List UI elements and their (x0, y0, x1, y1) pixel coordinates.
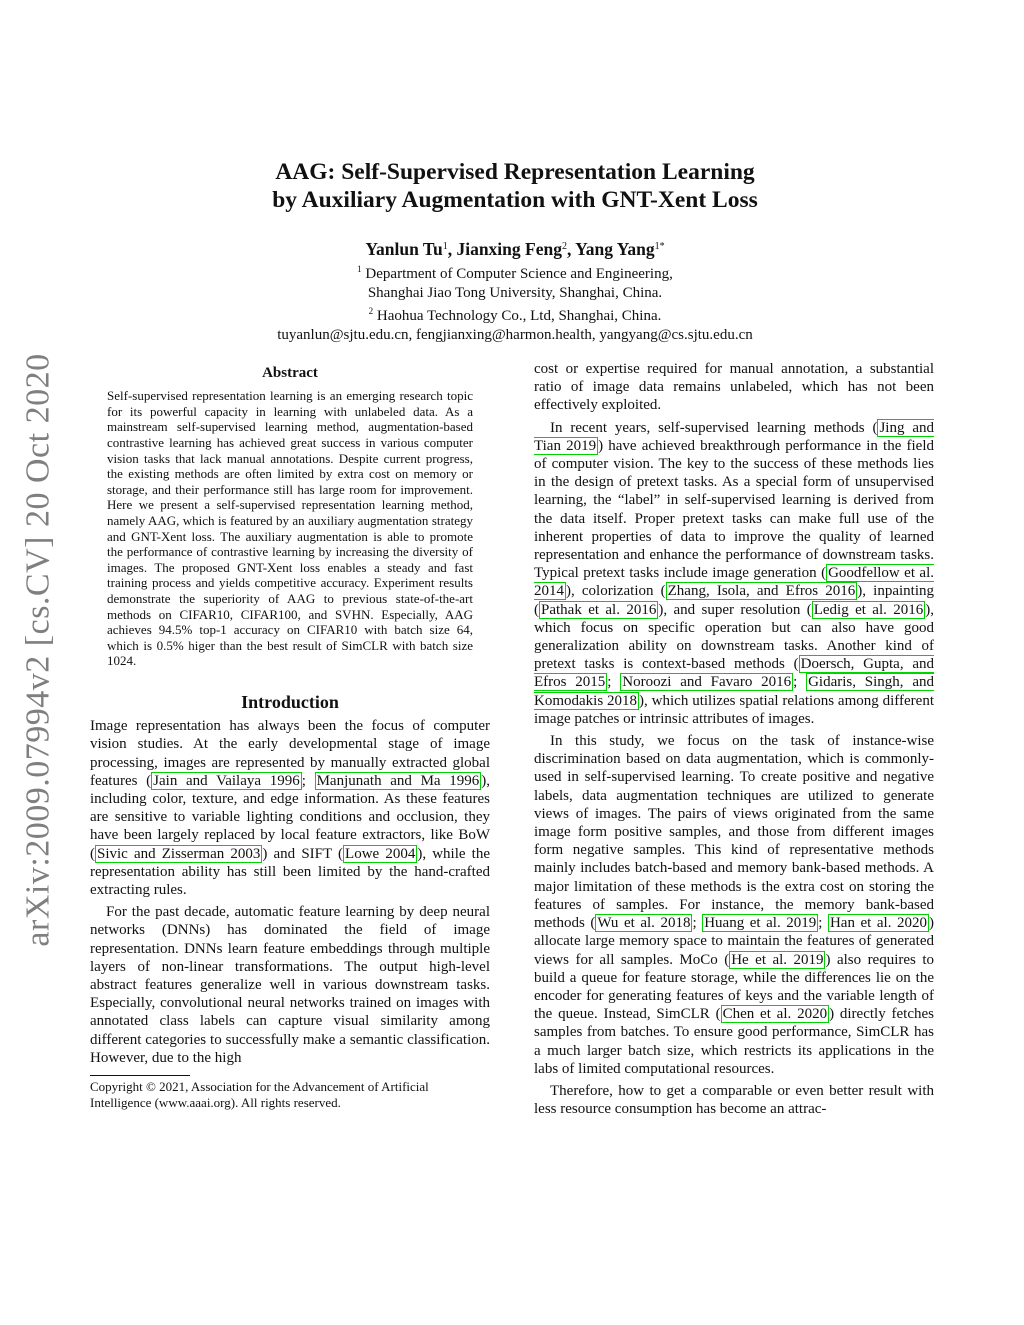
citation-link[interactable]: Gidaris, Singh, and Komodakis 2018 (534, 674, 935, 709)
citation-link[interactable]: Doersch, Gupta, and Efros 2015 (534, 656, 935, 691)
left-column (90, 360, 490, 1111)
body-text: In recent years, self-supervised learning methods ( (550, 419, 878, 436)
body-text: ; (607, 674, 621, 691)
body-text: ; (692, 915, 703, 932)
body-text: In this study, we focus on the task of instance-wise discrimination based on data augmentation, which is commonly-used in self-supervised learning. To create positive and negative labels, data augmentation techniques are utilized to generate views of images. The pairs of views originated from the same image form positive samples, and those from different images form negative samples. This kind of representative methods mainly includes batch-based and memory bank-based methods. A major limitation of these methods is the extra cost on storing the features of samples. For instance, the memory bank-based methods ( (534, 733, 934, 932)
title-block (0, 158, 1024, 344)
body-text: ), and super resolution ( (658, 601, 812, 618)
body-text: ), while the representation ability has still been limited by the hand-crafted extracting rules. (90, 845, 490, 898)
intro-paragraph: For the past decade, automatic feature learning by deep neural networks (DNNs) has dominated the field of image representation. DNNs learn feature embeddings through multiple layers of non-linear transformations. The output high-level abstract features generalize well in various downstream tasks. Especially, convolutional neural networks trained on images with annotated class labels can capture visual similarity among different categories to successfully make a semantic classification. However, due to the high (90, 904, 490, 1066)
citation-link[interactable]: Zhang, Isola, and Efros 2016 (667, 583, 856, 600)
affiliation-line: Shanghai Jiao Tong University, Shanghai, China. (367, 284, 663, 301)
author-name: Jianxing Feng (456, 239, 562, 259)
citation-link[interactable]: Noroozi and Favaro 2016 (622, 674, 792, 691)
body-text: ; (793, 674, 807, 691)
body-text: ), which utilizes spatial relations among different image patches or intrinsic attributes of images. (534, 692, 934, 727)
citation-link[interactable]: Ledig et al. 2016 (813, 601, 924, 618)
author-name: Yanlun Tu (365, 239, 443, 259)
citation-link[interactable]: Goodfellow et al. 2014 (534, 565, 934, 600)
abstract-text: Self-supervised representation learning is an emerging research topic for its powerful capacity in learning with unlabeled data. As a mainstream self-supervised learning method, augmentation-based contrastive learning has achieved great success in various computer vision tasks that lack manual annotations. Despite current progress, the existing methods are often limited by extra cost on memory or storage, and their performance still has large room for improvement. Here we present a self-supervised representation learning method, namely AAG, which is featured by an auxiliary augmentation strategy and GNT-Xent loss. The auxiliary augmentation is able to promote the performance of contrastive learning by increasing the diversity of images. The proposed GNT-Xent loss enables a steady and fast training process and yields competitive accuracy. Experiment results demonstrate the superiority of AAG to previous state-of-the-art methods on CIFAR10, CIFAR100, and SVHN. Especially, AAG achieves 94.5% top-1 accuracy on CIFAR10 with batch size 64, which is 0.5% higer than the best result of SimCLR with batch size 1024. (107, 388, 473, 669)
citation-link[interactable]: Jing and Tian 2019 (534, 419, 934, 454)
body-text: ) and SIFT ( (262, 845, 344, 862)
right-column (534, 360, 934, 1118)
author-affil-mark: 2 (561, 241, 567, 252)
author-sep: , (447, 239, 457, 259)
body-text: ), inpainting ( (534, 583, 934, 618)
citation-link[interactable]: He et al. 2019 (731, 951, 824, 968)
body-text: ), including color, texture, and edge information. As these features are sensitive to variable lighting conditions and occlusion, they have been largely replaced by local feature extractors, like BoW ( (90, 772, 491, 862)
body-text: ) allocate large memory space to maintain the features of generated views for all samples. MoCo ( (534, 915, 935, 968)
author-affil-mark: 1 (442, 241, 448, 252)
arxiv-identifier: arXiv:2009.07994v2 [cs.CV] 20 Oct 2020 (20, 353, 57, 947)
author-name: Yang Yang (575, 239, 655, 259)
affil-mark: 1 (357, 264, 362, 274)
citation-link[interactable]: Lowe 2004 (345, 845, 416, 862)
abstract-heading: Abstract (262, 365, 318, 381)
body-text: Image representation has always been the focus of computer vision studies. At the early developmental stage of image processing, images are represented by manually extracted global features ( (90, 718, 490, 789)
title-line-1: AAG: Self-Supervised Representation Learning (275, 159, 755, 185)
citation-link[interactable]: Manjunath and Ma 1996 (316, 772, 480, 789)
body-paragraph: cost or expertise required for manual annotation, a substantial ratio of image data remains unlabeled, which has not been effectively exploited. (534, 361, 934, 414)
author-affil-mark: 1* (654, 241, 665, 252)
body-text: ) also requires to build a queue for feature storage, while the differences lie on the encoder for generating features of keys and the variable length of the queue. Instead, SimCLR ( (534, 951, 935, 1023)
body-text: ; (818, 915, 828, 932)
citation-link[interactable]: Chen et al. 2020 (722, 1006, 828, 1023)
introduction-heading: Introduction (241, 691, 339, 712)
affiliation-text: Haohua Technology Co., Ltd, Shanghai, China. (373, 308, 662, 324)
citation-link[interactable]: Wu et al. 2018 (597, 915, 691, 932)
intro-paragraph (90, 717, 490, 899)
copyright-footnote: Copyright © 2021, Association for the Advancement of Artificial Intelligence (www.aaai.org). All rights reserved. (90, 1078, 429, 1110)
citation-link[interactable]: Huang et al. 2019 (704, 915, 817, 932)
citation-link[interactable]: Pathak et al. 2016 (541, 601, 657, 618)
body-text: ), which focus on specific operation but can also have good generalization ability on downstream tasks. Another kind of pretext tasks is context-based methods ( (534, 601, 934, 673)
author-list (0, 239, 1024, 260)
body-paragraph (534, 732, 934, 1078)
footnote-divider (90, 1075, 190, 1076)
body-paragraph (534, 419, 934, 728)
body-text: ; (301, 772, 315, 789)
arxiv-stamp (4, 350, 74, 950)
citation-link[interactable]: Han et al. 2020 (829, 915, 928, 932)
author-emails: tuyanlun@sjtu.edu.cn, fengjianxing@harmon.health, yangyang@cs.sjtu.edu.cn (277, 326, 753, 343)
citation-link[interactable]: Sivic and Zisserman 2003 (97, 845, 261, 862)
affiliation-line (0, 260, 1024, 284)
body-text: ), colorization ( (566, 583, 666, 600)
citation-link[interactable]: Jain and Vailaya 1996 (153, 772, 300, 789)
affiliation-line (0, 302, 1024, 326)
paper-title (0, 158, 1024, 214)
affiliation-text: Department of Computer Science and Engineering, (361, 266, 673, 282)
body-paragraph: Therefore, how to get a comparable or even better result with less resource consumption has become an attrac- (534, 1082, 934, 1118)
body-text: ) directly fetches samples from batches. To ensure good performance, SimCLR has a much larger batch size, which restricts its applications in the labs of limited computational resources. (534, 1006, 934, 1077)
affil-mark: 2 (368, 306, 374, 316)
body-text: ) have achieved breakthrough performance in the field of computer vision. The key to the success of these methods lies in the design of pretext tasks. As a special form of unsupervised learning, the “label” in self-supervised learning is derived from the data itself. Proper pretext tasks can make full use of the inherent properties of data to improve the quality of learned representation and enhance the performance of downstream tasks. Typical pretext tasks include image generation ( (534, 437, 934, 582)
title-line-2: by Auxiliary Augmentation with GNT-Xent Loss (272, 187, 758, 213)
author-sep: , (566, 239, 576, 259)
